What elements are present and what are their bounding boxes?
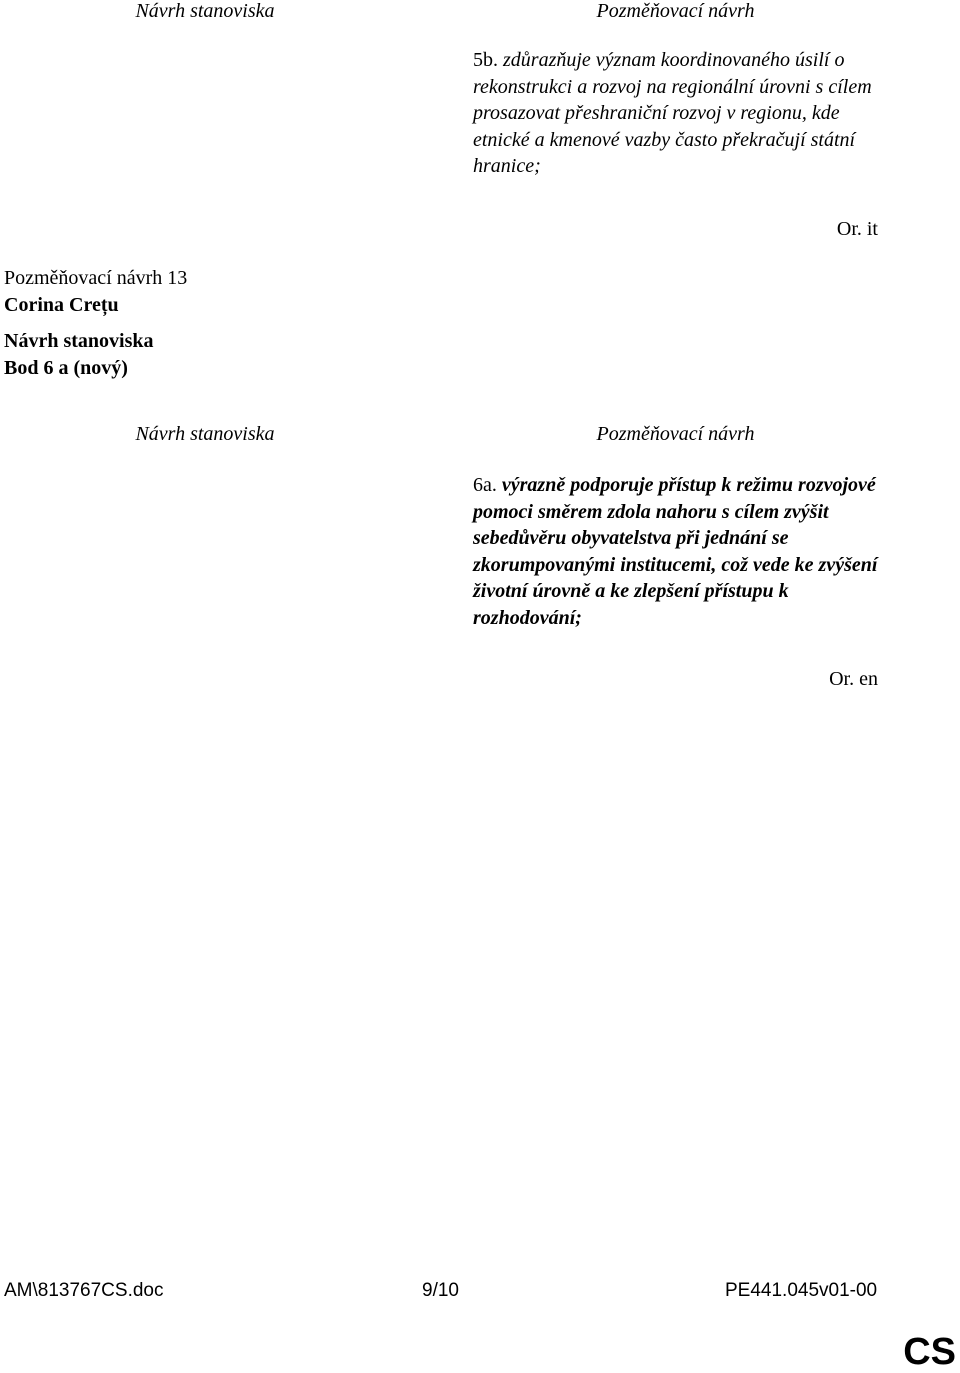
amendment-author: Corina Crețu: [4, 293, 119, 316]
original-language-label-2: Or. en: [829, 668, 878, 690]
amendment-header: [4, 265, 187, 381]
footer-doc-ref: AM\813767CS.doc: [4, 1280, 164, 1301]
document-label: Návrh stanoviska: [4, 330, 154, 352]
amendment-number-6a: 6a.: [473, 474, 497, 496]
amendment-5b-text-block: [473, 47, 883, 180]
footer-language-code: CS: [903, 1331, 956, 1373]
amendment-6a-text-block: [473, 472, 883, 631]
amendment-number: 5b.: [473, 49, 498, 71]
left-column-header-2: Návrh stanoviska: [135, 423, 275, 445]
right-column-header-2: Pozměňovací návrh: [596, 423, 755, 445]
amendment-text-6a: výrazně podporuje přístup k režimu rozvojové pomoci směrem zdola nahoru s cílem zvýšit sebedůvěru obyvatelstva při jednání se zkorumpovanými institucemi, což vede ke zvýšení životní úrovně a ke zlepšení přístupu k rozhodování;: [473, 474, 878, 629]
footer-page-number: 9/10: [422, 1280, 459, 1301]
amendment-title: [4, 265, 187, 292]
amendment-text: zdůrazňuje význam koordinovaného úsilí o rekonstrukci a rozvoj na regionální úrovni s cílem prosazovat přeshraniční rozvoj v regionu, kde etnické a kmenové vazby často překračují státní hranice;: [473, 49, 872, 177]
original-language-label: Or. it: [836, 218, 878, 240]
footer-pe-ref: PE441.045v01-00: [725, 1280, 878, 1301]
right-column-header: Pozměňovací návrh: [596, 0, 755, 22]
point-label: Bod 6 a (nový): [4, 356, 128, 379]
left-column-header: Návrh stanoviska: [135, 0, 275, 22]
amendment-title-number: 13: [167, 267, 188, 289]
amendment-title-label: Pozměňovací návrh: [4, 267, 163, 289]
